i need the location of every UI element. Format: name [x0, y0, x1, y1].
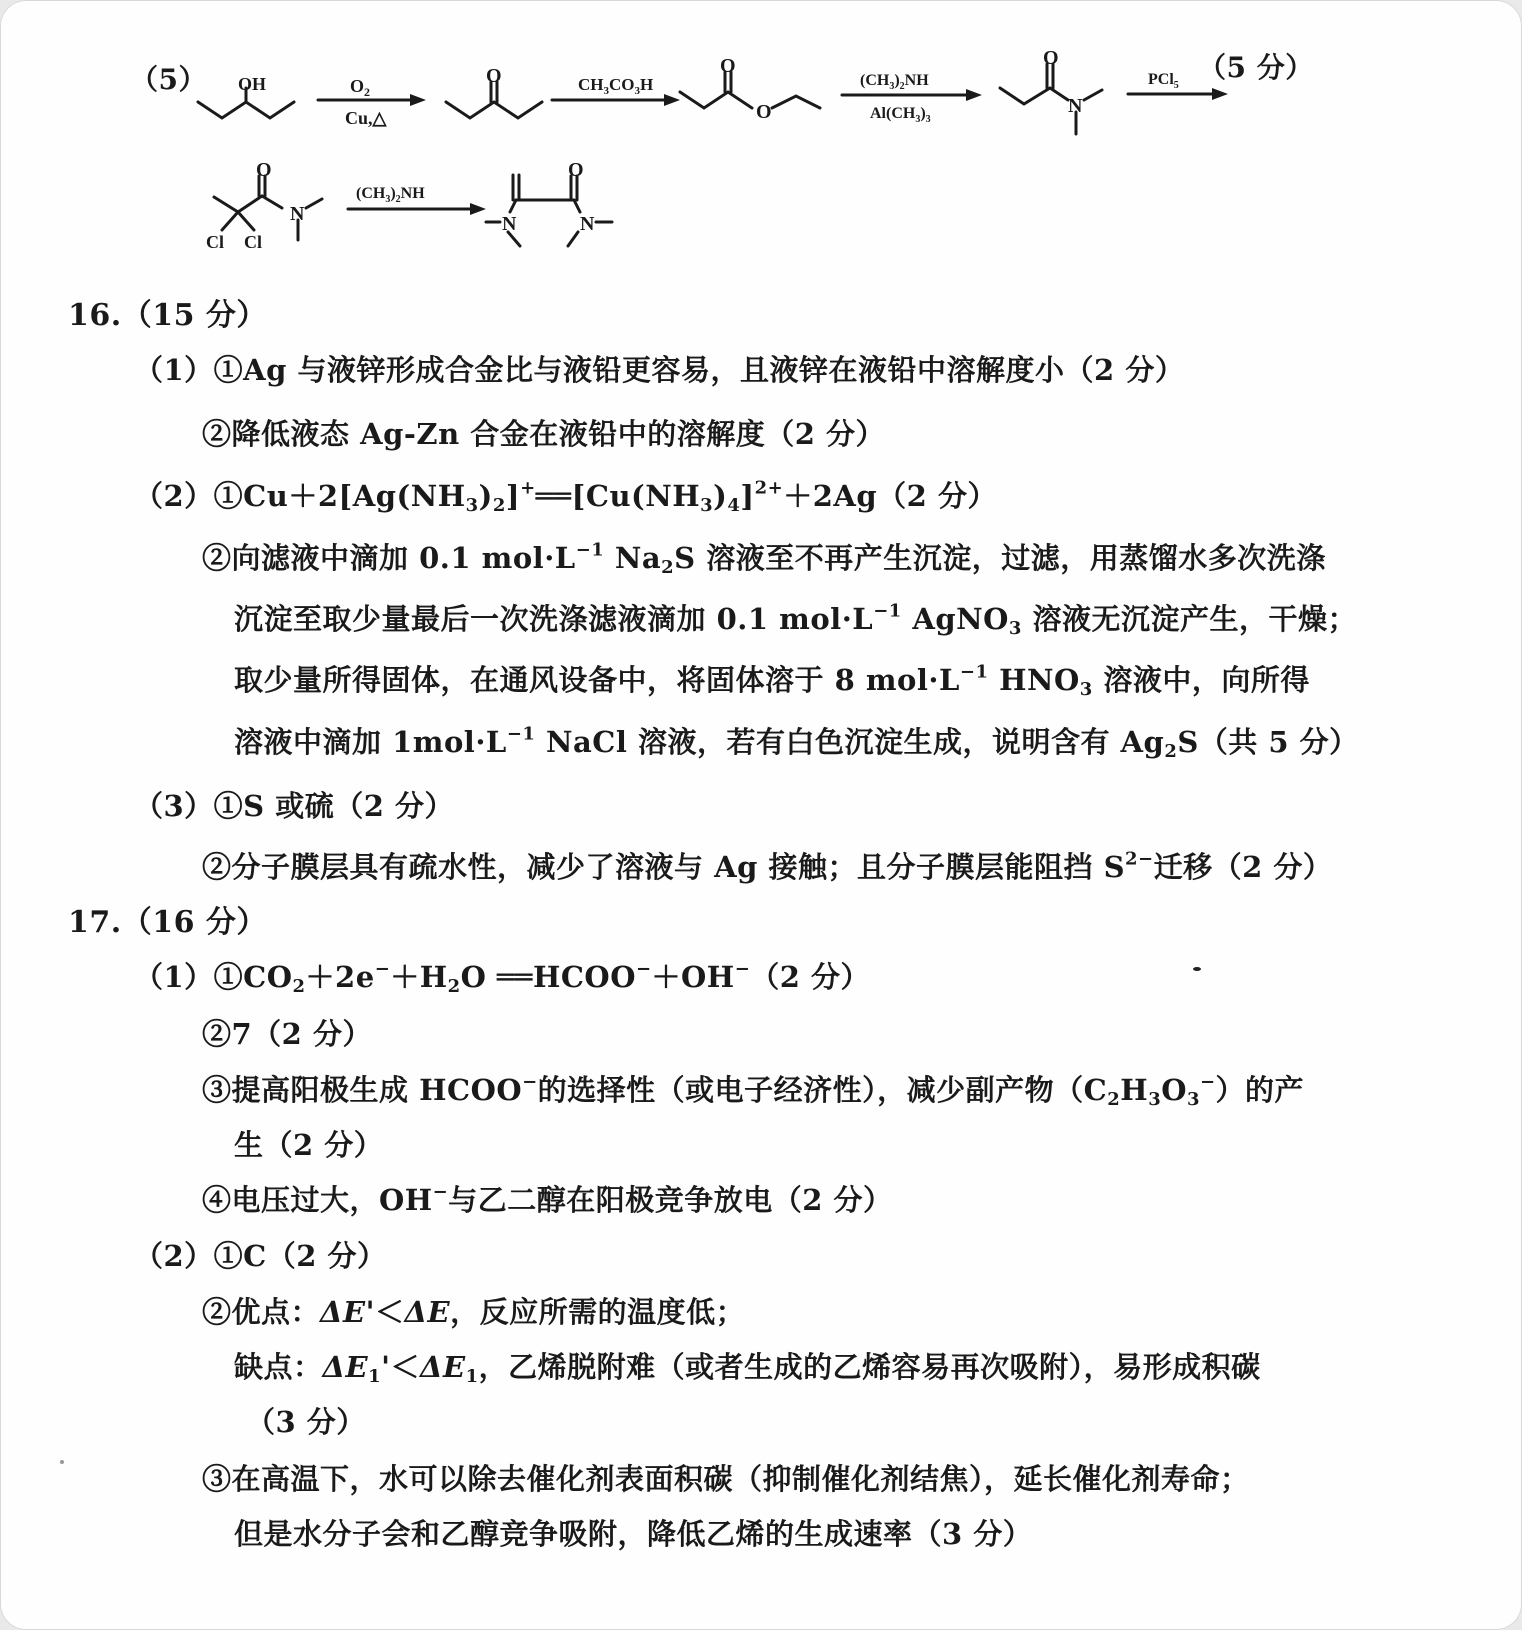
svg-text:(CH3)2NH: $(CH_3)_2NH$	[860, 72, 929, 92]
q17-p2-2: ②优点：ΔE'＜ΔE，反应所需的温度低；	[202, 1295, 746, 1329]
svg-text:N: N	[502, 213, 517, 235]
svg-text:O: O	[1043, 47, 1059, 69]
svg-text:O: O	[756, 101, 772, 123]
svg-text:O: O	[568, 159, 584, 181]
q16-p3-2: ②分子膜层具有疏水性，减少了溶液与 Ag 接触；且分子膜层能阻挡 $S^{2-}$迁移（2 分）	[202, 848, 1333, 884]
svg-text:PCl5: PCl$_5$	[1148, 71, 1179, 91]
reaction-scheme-row1	[0, 0, 1522, 270]
q16-p2-4: 取少量所得固体，在通风设备中，将固体溶于 8 $mol\cdot L^{-1}$ $HNO_3$ 溶液中，向所得	[234, 661, 1310, 701]
q16-heading: 16.（15 分）	[68, 298, 267, 333]
q17-p1-2: ②7（2 分）	[202, 1017, 372, 1051]
scan-speck	[1193, 967, 1201, 971]
oh-label: OH	[238, 74, 267, 94]
q16-p3-1: （3）①S 或硫（2 分）	[134, 789, 454, 823]
svg-text:Cl: Cl	[244, 232, 262, 252]
svg-text:O2: $O_2$	[350, 76, 371, 99]
svg-text:CH3CO3H: $CH_3CO_3H$	[578, 75, 654, 97]
q17-p1-4: 生（2 分）	[234, 1128, 384, 1162]
svg-text:N: N	[580, 213, 595, 235]
svg-text:Al(CH3)3: $Al(CH_3)_3$	[870, 105, 931, 125]
q16-p2-5: 溶液中滴加 $1mol\cdot L^{-1}$ NaCl 溶液，若有白色沉淀生成，说明含有 $Ag_2S$（共 5 分）	[234, 723, 1359, 763]
scheme-part-label: （5）	[130, 63, 207, 96]
scheme-score: （5 分）	[1198, 51, 1314, 84]
svg-text:O: O	[720, 55, 736, 77]
svg-text:N: N	[1068, 95, 1083, 117]
scan-speck	[60, 1460, 64, 1464]
q17-p2-5: ③在高温下，水可以除去催化剂表面积碳（抑制催化剂结焦），延长催化剂寿命；	[202, 1462, 1250, 1496]
q16-p1-1: （1）①Ag 与液锌形成合金比与液铅更容易，且液锌在液铅中溶解度小（2 分）	[134, 353, 1185, 387]
pentanol-skeleton	[198, 102, 294, 118]
q17-p2-3: 缺点：$\Delta E_1'<\Delta E_1$，乙烯脱附难（或者生成的乙烯容易再次吸附），易形成积碳	[234, 1350, 1261, 1388]
svg-text:Cu,△: Cu,△	[345, 108, 387, 128]
svg-text:(CH3)2NH: $(CH_3)_2NH$	[356, 185, 425, 205]
q17-p1-5: ④电压过大，OH−与乙二醇在阳极竞争放电（2 分）	[202, 1181, 893, 1217]
q17-p2-4: （3 分）	[246, 1405, 366, 1439]
svg-text:O: O	[256, 159, 272, 181]
q17-heading: 17.（16 分）	[68, 905, 267, 940]
q16-p2-3: 沉淀至取少量最后一次洗涤滤液滴加 0.1 $mol\cdot L^{-1}$ AgNO$_3$ 溶液无沉淀产生，干燥；	[234, 600, 1358, 640]
q17-p1-1: $(1)①CO_2+2e^-+H_2O$ ══HCOO−＋OH−（2 分）	[134, 958, 871, 998]
q16-p2-2: ②向滤液中滴加 0.1 $mol\cdot L^{-1}$ $Na_2S$ 溶液至不再产生沉淀，过滤，用蒸馏水多次洗涤	[202, 539, 1326, 579]
svg-text:N: N	[290, 203, 305, 225]
q16-p2-1: $(2)①Cu+2[Ag(NH_3)_2]^+══[Cu(NH_3)_4]^{2+}+2Ag(2$ 分）	[134, 477, 997, 517]
q17-p2-1: （2）①C（2 分）	[134, 1239, 387, 1273]
svg-text:Cl: Cl	[206, 232, 224, 252]
q16-p1-2: ②降低液态 Ag-Zn 合金在液铅中的溶解度（2 分）	[202, 417, 886, 451]
q17-p2-6: 但是水分子会和乙醇竞争吸附，降低乙烯的生成速率（3 分）	[234, 1517, 1033, 1551]
svg-text:O: O	[486, 65, 502, 87]
q17-p1-3: ③提高阳极生成 HCOO−的选择性（或电子经济性），减少副产物$(C_2H_3O_3^-)$的产	[202, 1071, 1305, 1111]
